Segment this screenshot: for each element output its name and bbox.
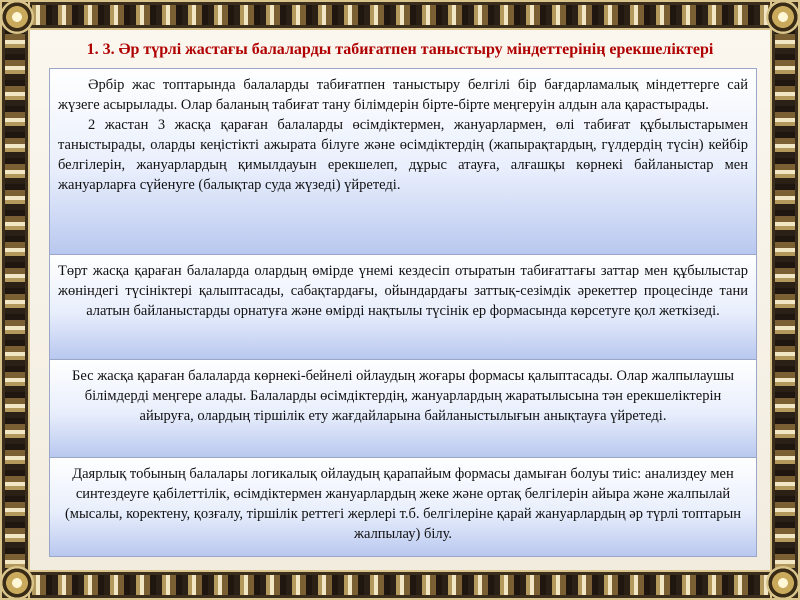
text-block-preparatory-group xyxy=(49,458,757,557)
text-block-four-years xyxy=(49,255,757,360)
paragraph: Даярлық тобының балалары логикалық ойлаудың қарапайым формасы дамыған болуы тиіс: анализдеу мен синтездеуге қабілеттілік, өсімдіктермен жануарлардың жеке және ортақ белгілерін айыра және жалпылай (мысалы, коректену, қозғалу, тіршілік реттегі жерлері т.б. белгілеріне қарай жануарлардың әр түрлі топтарын жалпылау) білу. xyxy=(64,466,742,542)
paragraph: 2 жастан 3 жасқа қараған балаларды өсімдіктермен, жануарлармен, өлі табиғат құбылыстарымен таныстырады, оларды кеңістікті ажырата білуге және өсімдіктердің (жапырақтардың, гүлдердің түсін) кейбір белгілерін, жануарлардың қимылдауын ерекшелеп, дұрыс атауға, алғашқы көрнекі байланыстар мен жануарларға сүйенуге (балықтар суда жүзеді) үйретеді. xyxy=(58,117,748,193)
content-table xyxy=(49,68,757,557)
ornate-frame-top xyxy=(0,0,800,30)
slide-title: 1. 3. Әр түрлі жастағы балаларды табиғатпен таныстыру міндеттерінің ерекшеліктері xyxy=(86,41,714,58)
ornate-frame-left xyxy=(0,0,30,600)
text-block-five-years xyxy=(49,360,757,458)
ornate-frame-bottom xyxy=(0,570,800,600)
paragraph: Әрбір жас топтарында балаларды табиғатпен таныстыру белгілі бір бағдарламалық міндеттерге сай жүзеге асырылады. Олар баланың табиғат тану білімдерін бірте-бірте меңгеруін алдын ала қарастырады. xyxy=(58,77,748,113)
text-block-intro xyxy=(49,68,757,255)
frame-corner-ornament xyxy=(766,0,800,34)
frame-corner-ornament xyxy=(0,566,34,600)
frame-corner-ornament xyxy=(0,0,34,34)
ornate-frame-right xyxy=(770,0,800,600)
paragraph: Бес жасқа қараған балаларда көрнекі-бейнелі ойлаудың жоғары формасы қалыптасады. Олар жалпылаушы білімдерді меңгере алады. Балаларды өсімдіктердің, жануарлардың жаратылысына тән ерекшеліктерін айыруға, олардың тіршілік ету жағдайларына байланыстылығын анықтауға үйретеді. xyxy=(72,368,734,424)
paragraph: Төрт жасқа қараған балаларда олардың өмірде үнемі кездесіп отыратын табиғаттағы заттар мен құбылыстар жөніндегі түсініктері қалыптасады, сабақтардағы, ойындардағы заттық-сезімдік әрекеттер процесінде тани алатын байланыстарды орнатуға және өмірді нақтылы түсінік ер формасында көрсетуге қол жеткізеді. xyxy=(58,263,748,319)
frame-corner-ornament xyxy=(766,566,800,600)
